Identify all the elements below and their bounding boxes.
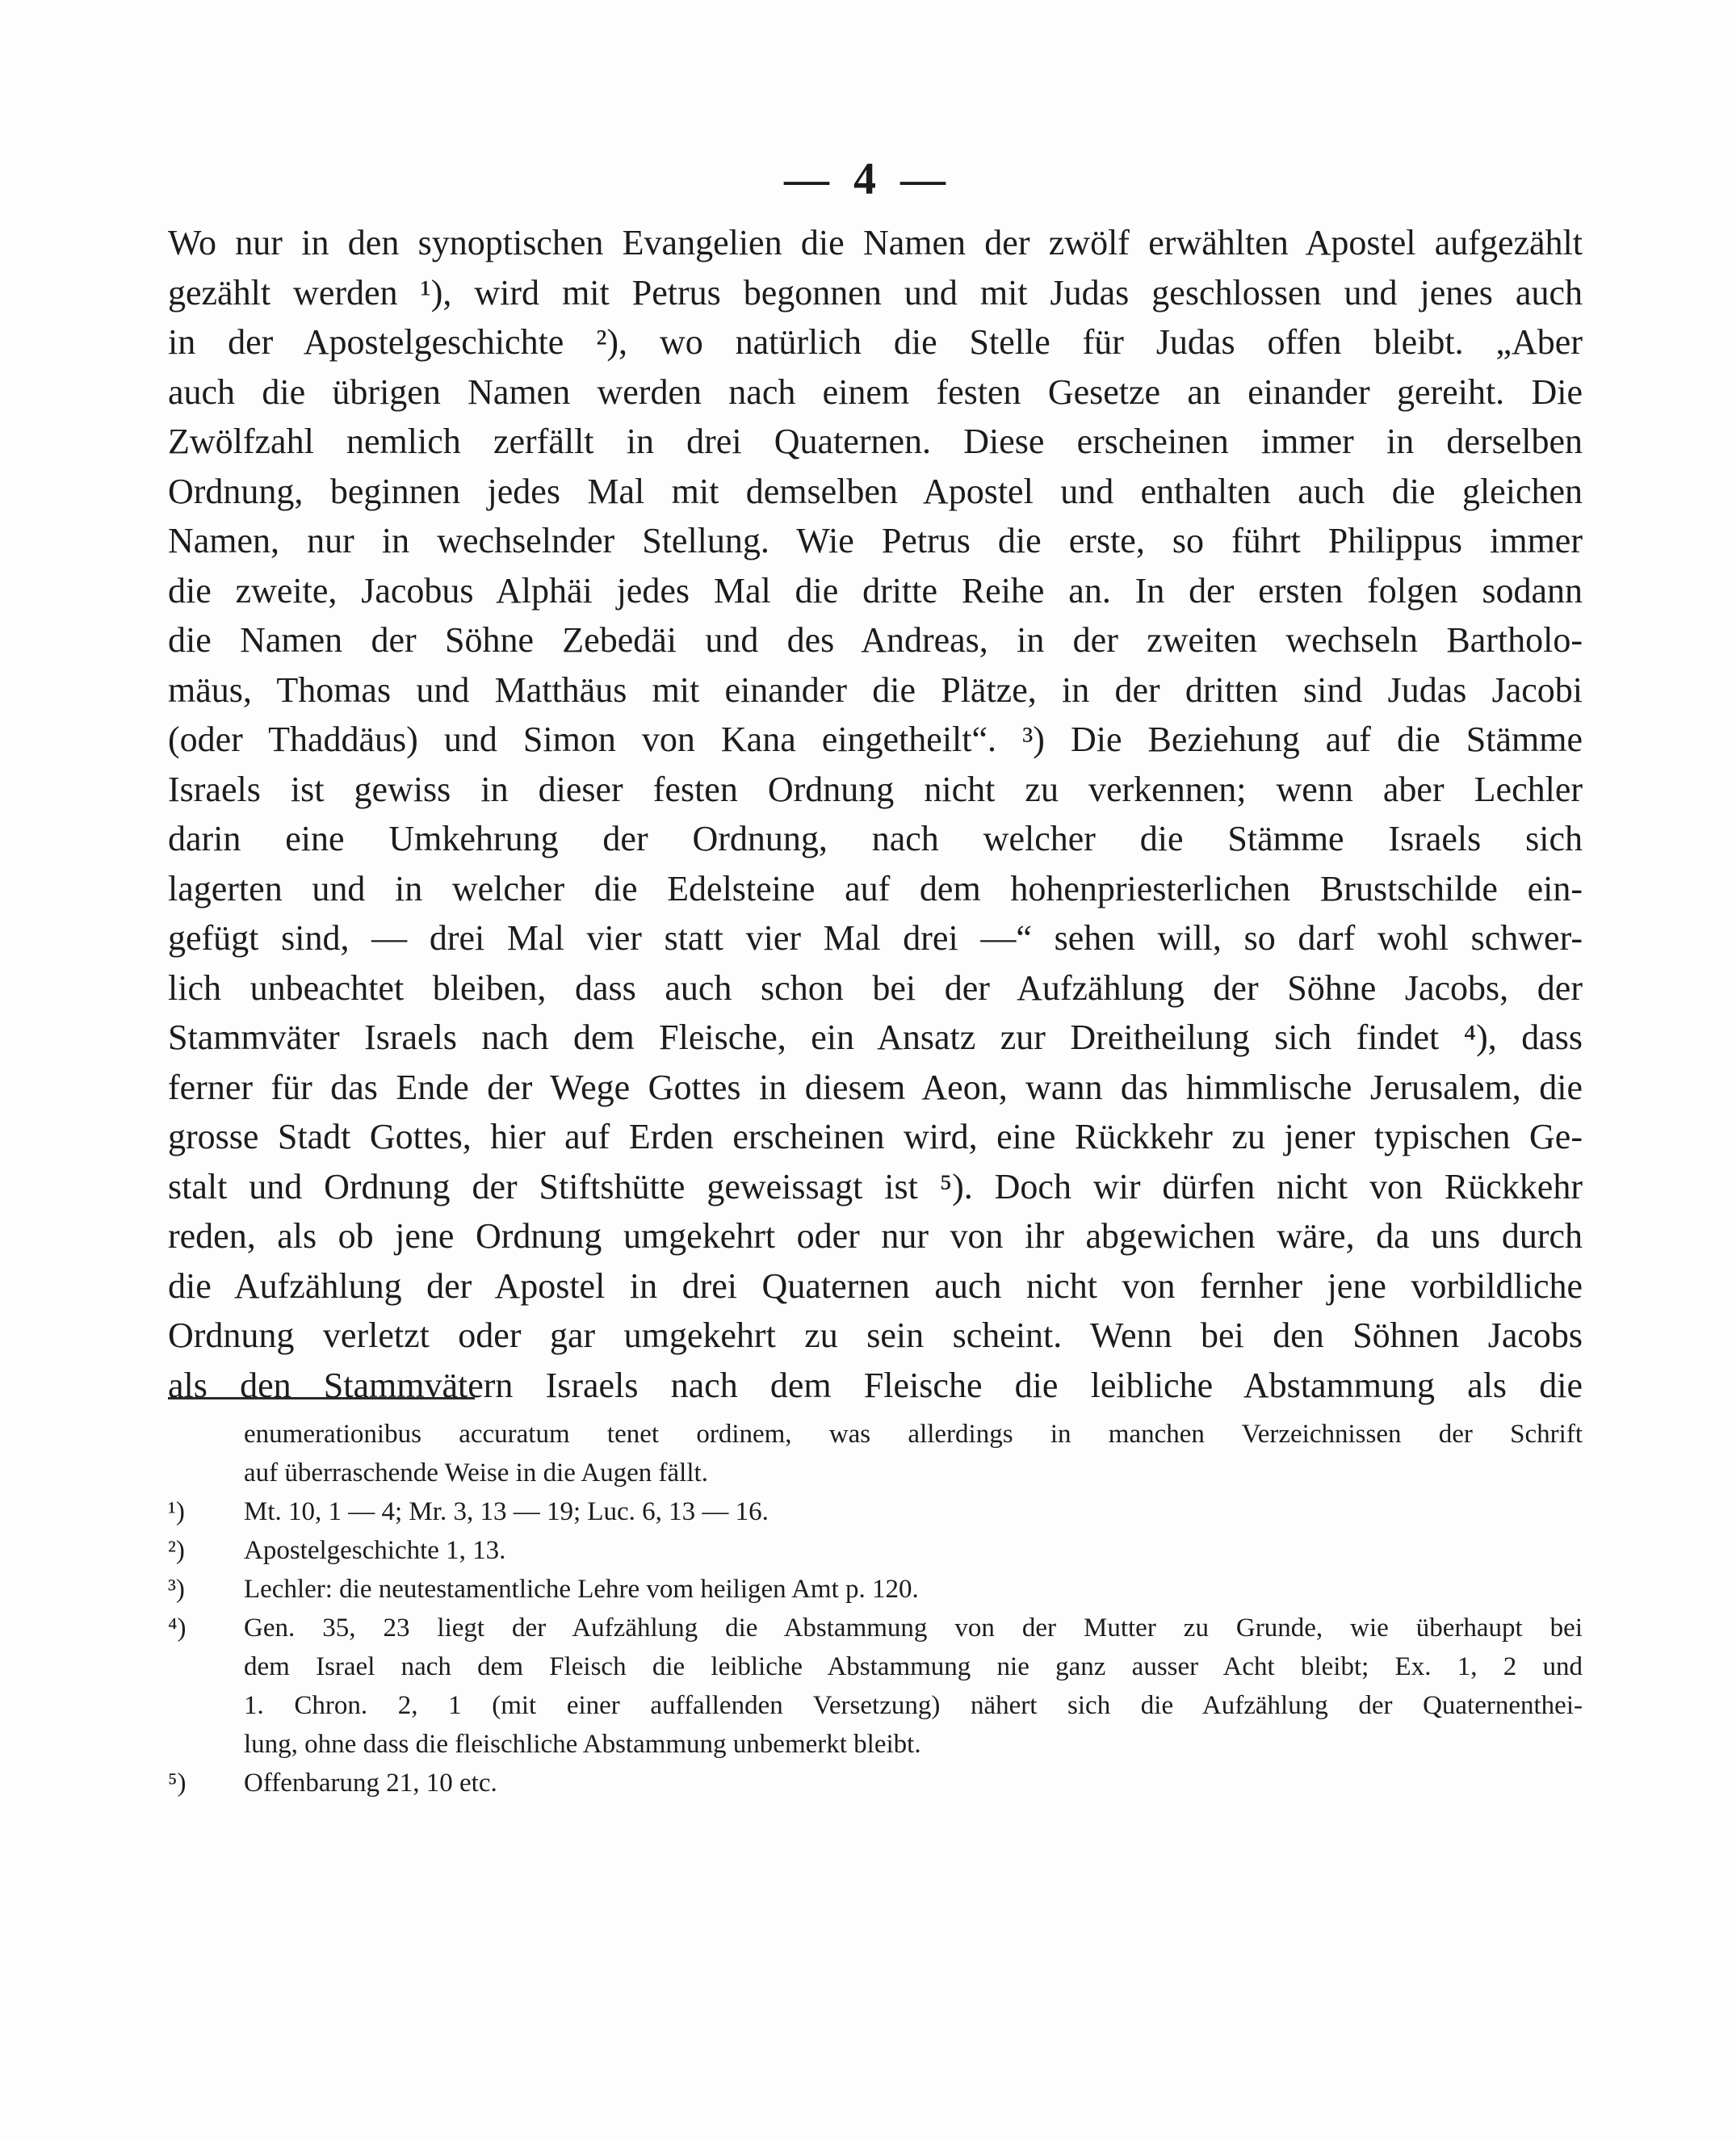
- footnote-4: [168, 1609, 1583, 1647]
- text-line: Ordnung, beginnen jedes Mal mit demselben Apostel und enthalten auch die gleichen: [168, 471, 1583, 511]
- text-line: (oder Thaddäus) und Simon von Kana eingetheilt“. ³) Die Beziehung auf die Stämme: [168, 720, 1583, 759]
- text-line: lagerten und in welcher die Edelsteine auf dem hohenpriesterlichen Brustschilde ein-: [168, 868, 1583, 908]
- text-line: Stammväter Israels nach dem Fleische, ein Ansatz zur Dreitheilung sich findet ⁴), dass: [168, 1018, 1583, 1057]
- footnote-continuation-line: enumerationibus accuratum tenet ordinem, was allerdings in manchen Verzeichnissen der Schrift: [244, 1420, 1583, 1449]
- text-line: Wo nur in den synoptischen Evangelien die Namen der zwölf erwählten Apostel aufgezählt: [168, 223, 1583, 262]
- footnote-1: [168, 1492, 1583, 1531]
- text-line: gefügt sind, — drei Mal vier statt vier Mal drei —“ sehen will, so darf wohl schwer-: [168, 918, 1583, 958]
- text-line: Zwölfzahl nemlich zerfällt in drei Quaternen. Diese erscheinen immer in derselben: [168, 422, 1583, 461]
- footnote-3: [168, 1570, 1583, 1609]
- main-text: [168, 218, 1583, 1410]
- footnote-text: dem Israel nach dem Fleisch die leibliche Abstammung nie ganz ausser Acht bleibt; Ex. 1, 2 und: [244, 1652, 1583, 1681]
- text-line: reden, als ob jene Ordnung umgekehrt oder nur von ihr abgewichen wäre, da uns durch: [168, 1216, 1583, 1256]
- footnote-rule: [168, 1397, 475, 1399]
- footnote-marker: ³): [168, 1575, 185, 1604]
- text-line: in der Apostelgeschichte ²), wo natürlich die Stelle für Judas offen bleibt. „Aber: [168, 322, 1583, 362]
- text-line: die Aufzählung der Apostel in drei Quaternen auch nicht von fernher jene vorbildliche: [168, 1265, 1583, 1306]
- text-line: mäus, Thomas und Matthäus mit einander die Plätze, in der dritten sind Judas Jacobi: [168, 669, 1583, 710]
- text-line: gezählt werden ¹), wird mit Petrus begonnen und mit Judas geschlossen und jenes auch: [168, 272, 1583, 313]
- footnote-text: Offenbarung 21, 10 etc.: [244, 1769, 497, 1798]
- text-line: auch die übrigen Namen werden nach einem festen Gesetze an einander gereiht. Die: [168, 371, 1583, 412]
- footnotes: [168, 1415, 1583, 1802]
- footnote-marker: ¹): [168, 1497, 185, 1526]
- footnote-text: Lechler: die neutestamentliche Lehre vom heiligen Amt p. 120.: [244, 1575, 919, 1604]
- text-line: lich unbeachtet bleiben, dass auch schon bei der Aufzählung der Söhne Jacobs, der: [168, 967, 1583, 1008]
- footnote-text: lung, ohne dass die fleischliche Abstammung unbemerkt bleibt.: [244, 1730, 921, 1759]
- text-line: die Namen der Söhne Zebedäi und des Andreas, in der zweiten wechseln Bartholo-: [168, 620, 1583, 660]
- text-line: grosse Stadt Gottes, hier auf Erden erscheinen wird, eine Rückkehr zu jener typischen Ge-: [168, 1117, 1583, 1156]
- footnote-text: Gen. 35, 23 liegt der Aufzählung die Abstammung von der Mutter zu Grunde, wie überhaupt bei: [244, 1613, 1583, 1643]
- footnote-2: [168, 1531, 1583, 1570]
- footnote-marker: ²): [168, 1536, 185, 1565]
- text-line: stalt und Ordnung der Stiftshütte geweissagt ist ⁵). Doch wir dürfen nicht von Rückkehr: [168, 1166, 1583, 1206]
- footnote-text: 1. Chron. 2, 1 (mit einer auffallenden Versetzung) nähert sich die Aufzählung der Quaternenthei-: [244, 1691, 1583, 1720]
- text-line: ferner für das Ende der Wege Gottes in diesem Aeon, wann das himmlische Jerusalem, die: [168, 1067, 1583, 1107]
- text-line: als den Stammvätern Israels nach dem Fleische die leibliche Abstammung als die: [168, 1365, 1583, 1405]
- footnote-marker: ⁴): [168, 1613, 187, 1643]
- footnote-text: Apostelgeschichte 1, 13.: [244, 1536, 506, 1565]
- footnote-text: Mt. 10, 1 — 4; Mr. 3, 13 — 19; Luc. 6, 13 — 16.: [244, 1497, 769, 1526]
- footnote-marker: ⁵): [168, 1769, 187, 1798]
- text-line: Israels ist gewiss in dieser festen Ordnung nicht zu verkennen; wenn aber Lechler: [168, 769, 1583, 809]
- footnote-continuation-line: auf überraschende Weise in die Augen fällt.: [244, 1458, 708, 1488]
- text-line: die zweite, Jacobus Alphäi jedes Mal die dritte Reihe an. In der ersten folgen sodann: [168, 570, 1583, 611]
- text-line: Ordnung verletzt oder gar umgekehrt zu sein scheint. Wenn bei den Söhnen Jacobs: [168, 1315, 1583, 1355]
- page-number: — 4 —: [784, 154, 952, 204]
- text-line: Namen, nur in wechselnder Stellung. Wie Petrus die erste, so führt Philippus immer: [168, 521, 1583, 560]
- footnote-5: [168, 1764, 1583, 1802]
- text-line: darin eine Umkehrung der Ordnung, nach welcher die Stämme Israels sich: [168, 819, 1583, 858]
